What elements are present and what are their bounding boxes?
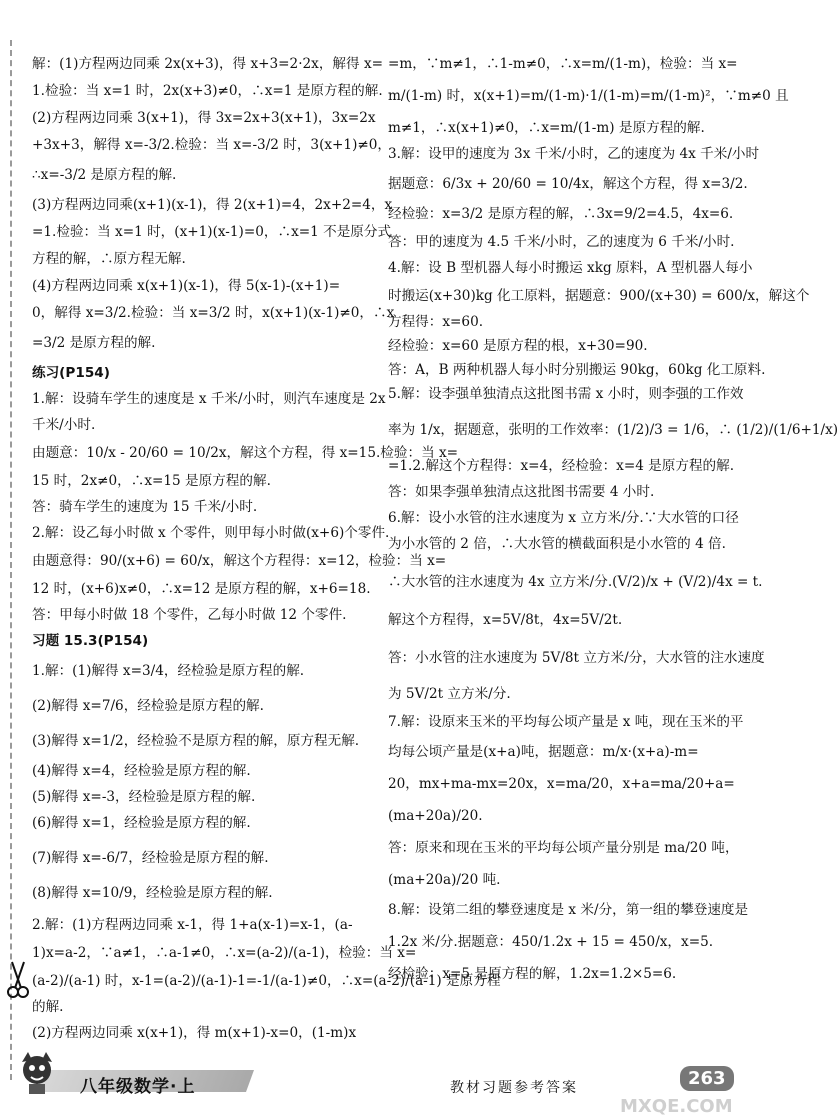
text-line: 为 5V/2t 立方米/分.: [388, 686, 511, 702]
binding-dashed-line: [10, 40, 12, 1080]
text-line: (2)方程两边同乘 3(x+1)，得 3x=2x+3(x+1)，3x=2x: [32, 110, 376, 126]
text-line: 由题意得：90/(x+6) = 60/x，解这个方程得：x=12，检验：当 x=: [32, 553, 447, 569]
text-line: 7.解：设原来玉米的平均每公顷产量是 x 吨，现在玉米的平: [388, 714, 744, 730]
text-line: 答：甲的速度为 4.5 千米/小时，乙的速度为 6 千米/小时.: [388, 234, 735, 250]
text-line: 均每公顷产量是(x+a)吨，据题意：m/x·(x+a)-m=: [388, 744, 699, 760]
text-line: 6.解：设小水管的注水速度为 x 立方米/分.∵大水管的口径: [388, 510, 739, 526]
text-line: 1.解：(1)解得 x=3/4，经检验是原方程的解.: [32, 663, 305, 679]
text-line: 千米/小时.: [32, 417, 96, 433]
section-heading: 习题 15.3(P154): [32, 633, 149, 649]
text-line: (3)方程两边同乘(x+1)(x-1)，得 2(x+1)=4，2x+2=4，x: [32, 197, 393, 213]
text-line: 2.解：(1)方程两边同乘 x-1，得 1+a(x-1)=x-1，(a-: [32, 917, 353, 933]
text-line: 1)x=a-2，∵a≠1，∴a-1≠0，∴x=(a-2)/(a-1)，检验：当 x=: [32, 945, 417, 961]
text-line: 1.检验：当 x=1 时，2x(x+3)≠0，∴x=1 是原方程的解.: [32, 83, 383, 99]
footer-caption: 教材习题参考答案: [450, 1080, 578, 1096]
text-line: 1.2x 米/分.据题意：450/1.2x + 15 = 450/x，x=5.: [388, 934, 714, 950]
text-line: =m，∵m≠1，∴1-m≠0，∴x=m/(1-m)，检验：当 x=: [388, 56, 738, 72]
text-line: ∴x=-3/2 是原方程的解.: [32, 167, 177, 183]
text-line: 方程的解，∴原方程无解.: [32, 251, 186, 267]
text-line: (5)解得 x=-3，经检验是原方程的解.: [32, 789, 256, 805]
text-line: +3x+3，解得 x=-3/2.检验：当 x=-3/2 时，3(x+1)≠0，: [32, 137, 392, 153]
page-footer: [0, 1030, 750, 1117]
text-line: 答：如果李强单独清点这批图书需要 4 小时.: [388, 484, 655, 500]
text-line: 方程得：x=60.: [388, 314, 484, 330]
text-line: 0，解得 x=3/2.检验：当 x=3/2 时，x(x+1)(x-1)≠0，∴x: [32, 305, 395, 321]
text-line: (4)方程两边同乘 x(x+1)(x-1)，得 5(x-1)-(x+1)=: [32, 278, 341, 294]
text-line: 经检验：x=60 是原方程的根，x+30=90.: [388, 338, 648, 354]
text-line: 时搬运(x+30)kg 化工原料，据题意：900/(x+30) = 600/x，解这个: [388, 288, 810, 304]
text-line: 2.解：设乙每小时做 x 个零件，则甲每小时做(x+6)个零件.: [32, 525, 390, 541]
text-line: 经检验：x=3/2 是原方程的解，∴3x=9/2=4.5，4x=6.: [388, 206, 734, 222]
text-line: 解：(1)方程两边同乘 2x(x+3)，得 x+3=2·2x，解得 x=: [32, 56, 384, 72]
text-line: 15 时，2x≠0，∴x=15 是原方程的解.: [32, 473, 271, 489]
text-line: (ma+20a)/20 吨.: [388, 872, 501, 888]
text-line: ∴大水管的注水速度为 4x 立方米/分.(V/2)/x + (V/2)/4x = t.: [388, 574, 763, 590]
text-line: 8.解：设第二组的攀登速度是 x 米/分，第一组的攀登速度是: [388, 902, 749, 918]
text-line: 解这个方程得，x=5V/8t，4x=5V/2t.: [388, 612, 623, 628]
text-line: 答：原来和现在玉米的平均每公顷产量分别是 ma/20 吨，: [388, 840, 739, 856]
page-number: 263: [680, 1066, 734, 1091]
text-line: 1.解：设骑车学生的速度是 x 千米/小时，则汽车速度是 2x: [32, 391, 386, 407]
text-line: (2)解得 x=7/6，经检验是原方程的解.: [32, 698, 264, 714]
text-line: 3.解：设甲的速度为 3x 千米/小时，乙的速度为 4x 千米/小时: [388, 146, 760, 162]
mascot-icon: [14, 1048, 60, 1096]
text-line: 20，mx+ma-mx=20x，x=ma/20，x+a=ma/20+a=: [388, 776, 735, 792]
text-line: 答：小水管的注水速度为 5V/8t 立方米/分，大水管的注水速度: [388, 650, 765, 666]
text-line: 由题意：10/x - 20/60 = 10/2x，解这个方程，得 x=15.检验：当 x=: [32, 445, 459, 461]
text-line: 经检验：x=5 是原方程的解，1.2x=1.2×5=6.: [388, 966, 677, 982]
footer-grade: 八年级数学·上: [80, 1077, 196, 1097]
text-line: 答：骑车学生的速度为 15 千米/小时.: [32, 499, 258, 515]
text-line: 据题意：6/3x + 20/60 = 10/4x，解这个方程，得 x=3/2.: [388, 176, 748, 192]
text-line: (8)解得 x=10/9，经检验是原方程的解.: [32, 885, 273, 901]
text-line: =3/2 是原方程的解.: [32, 335, 156, 351]
text-line: (a-2)/(a-1) 时，x-1=(a-2)/(a-1)-1=-1/(a-1)≠0，∴x=(a-2)/(a-1) 是原方程: [32, 973, 501, 989]
text-line: (6)解得 x=1，经检验是原方程的解.: [32, 815, 251, 831]
text-line: (3)解得 x=1/2，经检验不是原方程的解，原方程无解.: [32, 733, 360, 749]
text-line: =1.检验：当 x=1 时，(x+1)(x-1)=0，∴x=1 不是原分式: [32, 224, 392, 240]
text-line: 答：甲每小时做 18 个零件，乙每小时做 12 个零件.: [32, 607, 347, 623]
right-column: [388, 56, 838, 982]
scissors-icon: [6, 960, 30, 1000]
text-line: =1.2.解这个方程得：x=4，经检验：x=4 是原方程的解.: [388, 458, 735, 474]
text-line: (7)解得 x=-6/7，经检验是原方程的解.: [32, 850, 269, 866]
text-line: (2)方程两边同乘 x(x+1)，得 m(x+1)-x=0，(1-m)x: [32, 1025, 357, 1041]
section-heading: 练习(P154): [32, 365, 110, 381]
text-line: 4.解：设 B 型机器人每小时搬运 xkg 原料，A 型机器人每小: [388, 260, 753, 276]
text-line: m≠1，∴x(x+1)≠0，∴x=m/(1-m) 是原方程的解.: [388, 120, 705, 136]
text-line: (ma+20a)/20.: [388, 808, 483, 824]
text-line: (4)解得 x=4，经检验是原方程的解.: [32, 763, 251, 779]
text-line: 率为 1/x，据题意，张明的工作效率：(1/2)/3 = 1/6，∴ (1/2)/(1/6+1/x): [388, 422, 838, 438]
text-line: m/(1-m) 时，x(x+1)=m/(1-m)·1/(1-m)=m/(1-m)²，∵m≠0 且: [388, 88, 789, 104]
text-line: 为小水管的 2 倍，∴大水管的横截面积是小水管的 4 倍.: [388, 536, 726, 552]
text-line: 12 时，(x+6)x≠0，∴x=12 是原方程的解，x+6=18.: [32, 581, 371, 597]
text-line: 的解.: [32, 999, 64, 1015]
text-line: 5.解：设李强单独清点这批图书需 x 小时，则李强的工作效: [388, 386, 744, 402]
watermark: MXQE.COM: [620, 1096, 733, 1117]
text-line: 答：A，B 两种机器人每小时分别搬运 90kg，60kg 化工原料.: [388, 362, 766, 378]
